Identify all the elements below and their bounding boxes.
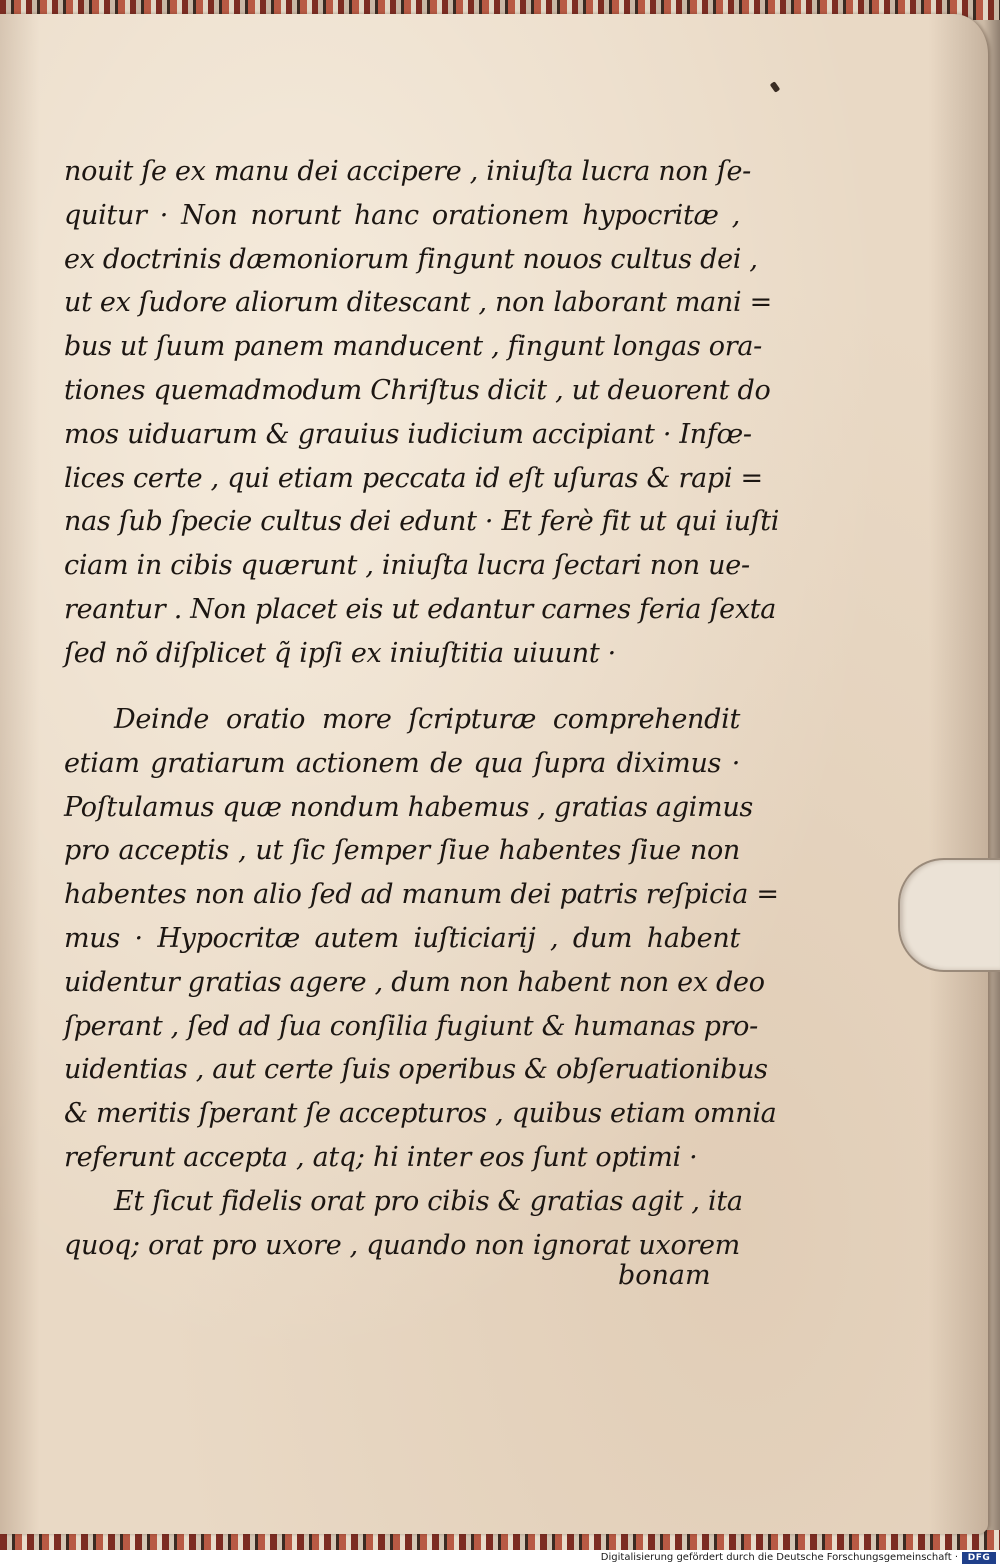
text-line: tiones quemadmodum Chriſtus dicit , ut deuorent do	[64, 374, 771, 406]
text-line: bus ut ſuum panem manducent , fingunt longas ora-	[64, 331, 762, 363]
paragraph-2	[64, 698, 779, 1267]
text-line: mos uiduarum & grauius iudicium accipiant · Infœ-	[64, 418, 752, 450]
text-line: ex doctrinis dæmoniorum fingunt nouos cultus dei ,	[64, 243, 758, 275]
text-line: lices certe , qui etiam peccata id eſt uſuras & rapi =	[64, 462, 763, 494]
digitization-credit-bar	[0, 1550, 1000, 1566]
text-line: Poſtulamus quæ nondum habemus , gratias agimus	[64, 791, 753, 823]
credit-text: Digitalisierung gefördert durch die Deutsche Forschungsgemeinschaft ·	[600, 1552, 958, 1563]
text-line: pro acceptis , ut ſic ſemper ſiue habentes ſiue non	[64, 835, 740, 867]
text-line: habentes non alio ſed ad manum dei patris reſpicia =	[64, 879, 779, 911]
text-line: ciam in cibis quærunt , iniuſta lucra ſectari non ue-	[64, 550, 750, 582]
text-line: quitur · Non norunt hanc orationem hypocritæ ,	[64, 199, 740, 231]
text-line: nas ſub ſpecie cultus dei edunt · Et ferè fit ut qui iuſti	[64, 506, 780, 538]
text-line: nouit ſe ex manu dei accipere , iniuſta lucra non ſe-	[64, 156, 751, 187]
text-line: uidentias , aut certe ſuis operibus & obſeruationibus	[64, 1054, 768, 1086]
paragraph-1	[64, 150, 780, 676]
text-line: mus · Hypocritæ autem iuſticiarij , dum habent	[64, 922, 740, 954]
text-line: referunt accepta , atq; hi inter eos ſunt optimi ·	[64, 1141, 698, 1173]
thumb-index-tab	[898, 858, 1000, 972]
text-line: ut ex ſudore aliorum ditescant , non laborant mani =	[64, 287, 772, 319]
text-line: Et ſicut fidelis orat pro cibis & gratias agit , ita	[114, 1185, 743, 1217]
text-line: reantur . Non placet eis ut edantur carnes feria ſexta	[64, 593, 777, 625]
dfg-logo-icon: DFG	[962, 1552, 996, 1564]
text-line: Deinde oratio more ſcripturæ comprehendit	[114, 704, 740, 735]
text-line: & meritis ſperant ſe accepturos , quibus etiam omnia	[64, 1098, 777, 1130]
text-line: ſperant , ſed ad ſua conſilia fugiunt & humanas pro-	[64, 1010, 758, 1042]
text-line: ſed nõ diſplicet q̃ ipſi ex iniuſtitia uiuunt ·	[64, 637, 616, 669]
text-line: quoq; orat pro uxore , quando non ignorat uxorem	[64, 1229, 740, 1261]
text-line: etiam gratiarum actionem de qua ſupra diximus ·	[64, 747, 740, 779]
catchword: bonam	[618, 1260, 711, 1291]
text-line: uidentur gratias agere , dum non habent non ex deo	[64, 966, 765, 998]
